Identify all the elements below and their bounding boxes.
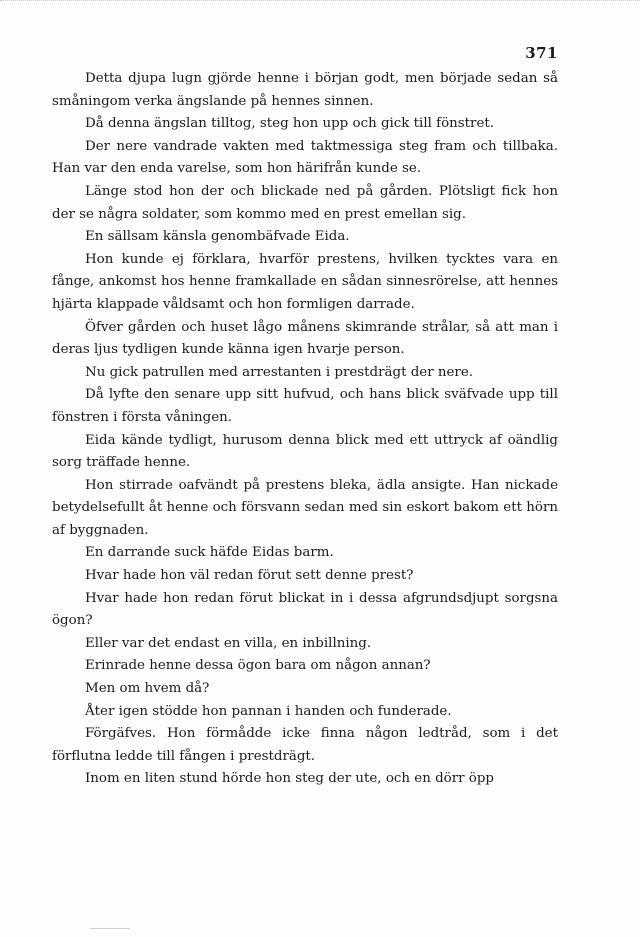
paragraph: En sällsam känsla genombäfvade Eida. (85, 229, 350, 245)
paragraph: Nu gick patrullen med arrestanten i prestdrägt der nere. (85, 364, 474, 380)
paragraph: Öfver gården och huset lågo månens skimrande strålar, så att man i deras ljus tydligen kunde känna igen hvarje person. (52, 319, 558, 358)
page-top-edge (0, 0, 640, 6)
paragraph: Då lyfte den senare upp sitt hufvud, och hans blick sväfvade upp till fönstren i första våningen. (52, 387, 558, 425)
paragraph: Hon stirrade oafvändt på prestens bleka, ädla ansigte. Han nickade betydelsefullt åt henne och försvann sedan med sin eskort bakom ett hörn af byggnaden. (52, 477, 558, 538)
paragraph: Inom en liten stund hörde hon steg der ute, och en dörr öpp (85, 771, 494, 787)
paragraph: Eida kände tydligt, hurusom denna blick med ett uttryck af oändlig sorg träffade henne. (52, 432, 558, 471)
paragraph: En darrande suck häfde Eidas barm. (85, 545, 334, 561)
paragraph: Hon kunde ej förklara, hvarför prestens, hvilken tycktes vara en fånge, ankomst hos henne framkallade en sådan sinnesrörelse, att hennes hjärta klappade våldsamt och hon formligen darrade. (52, 251, 558, 312)
page-bottom-mark (90, 928, 130, 929)
paragraph: Hvar hade hon redan förut blickat in i dessa afgrundsdjupt sorgsna ögon? (52, 590, 558, 629)
paragraph: Förgäfves. Hon förmådde icke finna någon ledtråd, som i det förflutna ledde till fången i prestdrägt. (52, 726, 558, 764)
paragraph: Der nere vandrade vakten med taktmessiga steg fram och tillbaka. Han var den enda varelse, som hon härifrån kunde se. (52, 138, 558, 177)
paragraph: Erinrade henne dessa ögon bara om någon annan? (85, 658, 431, 674)
paragraph: Detta djupa lugn gjörde henne i början godt, men började sedan så småningom verka ängslande på hennes sinnen. (52, 71, 558, 109)
paragraph: Då denna ängslan tilltog, steg hon upp och gick till fönstret. (85, 116, 495, 132)
paragraph: Hvar hade hon väl redan förut sett denne prest? (85, 568, 414, 584)
page-number: 371 (525, 44, 558, 62)
paragraph: Åter igen stödde hon pannan i handen och funderade. (85, 703, 452, 719)
paragraph: Länge stod hon der och blickade ned på gården. Plötsligt fick hon der se några soldater, som kommo med en prest emellan sig. (52, 183, 558, 222)
body-text (52, 68, 558, 791)
paragraph: Eller var det endast en villa, en inbillning. (85, 635, 372, 651)
paragraph: Men om hvem då? (85, 681, 210, 697)
